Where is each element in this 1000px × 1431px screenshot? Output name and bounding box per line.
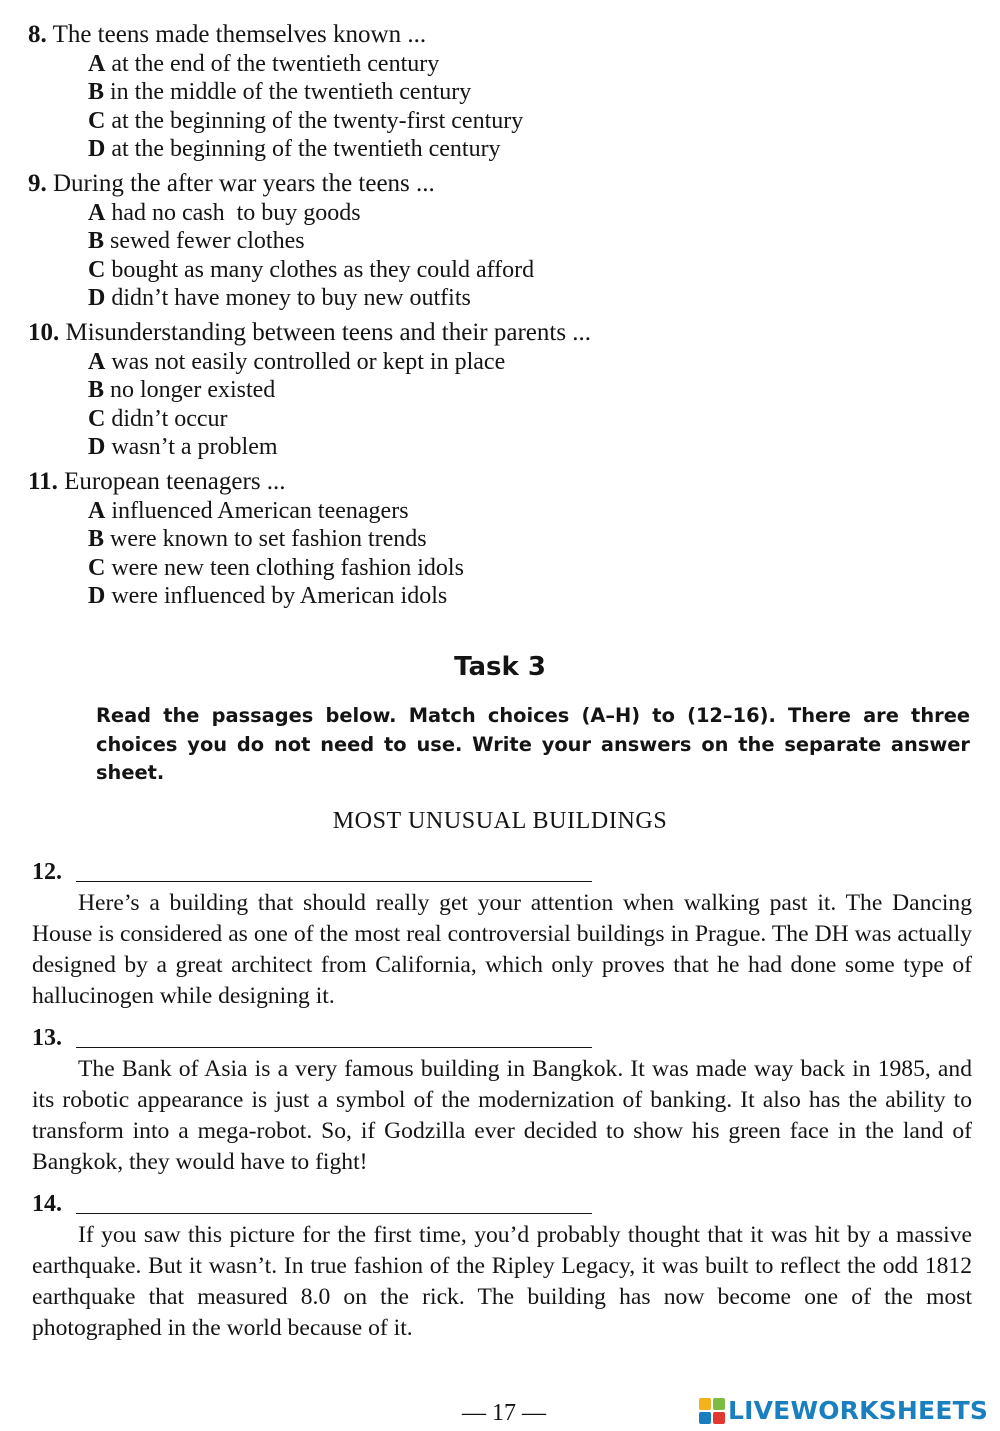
passage-number: 13. [32, 1025, 62, 1051]
passage-text: If you saw this picture for the first time, you’d probably thought that it was hit by a massive earthquake. But it wasn’t. In true fashion of the Ripley Legacy, it was built to reflect the odd 1812 earthquake that measured 8.0 on the rick. The building has now become one of the most photographed in the world because of it. [32, 1222, 972, 1341]
option-d: D didn’t have money to buy new outfits [88, 285, 471, 312]
option-c: C bought as many clothes as they could afford [88, 256, 535, 283]
option-b: B no longer existed [88, 377, 276, 404]
option-b: B in the middle of the twentieth century [88, 79, 472, 106]
option-c: C were new teen clothing fashion idols [88, 554, 464, 581]
option-b: B sewed fewer clothes [88, 228, 305, 255]
question-number: 10. [28, 319, 60, 346]
option-c: C didn’t occur [88, 405, 228, 432]
liveworksheets-logo[interactable] [699, 1394, 988, 1428]
passage-number: 14. [32, 1191, 62, 1217]
page-number: — 17 — [462, 1400, 546, 1426]
option-d: D wasn’t a problem [88, 434, 278, 461]
question-number: 11. [28, 468, 58, 495]
question-stem [28, 20, 968, 50]
option-d: D at the beginning of the twentieth century [88, 136, 501, 163]
passage-header [32, 1022, 972, 1054]
question-text: The teens made themselves known ... [52, 21, 427, 48]
question-stem [28, 318, 968, 348]
option-c: C at the beginning of the twenty-first century [88, 107, 524, 134]
question-stem [28, 169, 968, 199]
option-a: A influenced American teenagers [88, 498, 409, 524]
question-text: European teenagers ... [64, 468, 286, 495]
answer-blank[interactable] [76, 1047, 592, 1048]
question-10 [28, 318, 968, 462]
passage-13 [32, 1022, 972, 1178]
option-d: D were influenced by American idols [88, 583, 448, 610]
option-a: A was not easily controlled or kept in place [88, 349, 506, 375]
task-instructions: Read the passages below. Match choices (A–H) to (12–16). There are three choices you do not need to use. Write your answers on the separate answer sheet. [96, 704, 970, 784]
task-title: Task 3 [454, 652, 546, 682]
passage-14 [32, 1188, 972, 1344]
option-a: A at the end of the twentieth century [88, 51, 440, 77]
answer-blank[interactable] [76, 881, 592, 882]
answer-blank[interactable] [76, 1213, 592, 1214]
passage-header [32, 856, 972, 888]
question-stem [28, 467, 968, 497]
question-text: During the after war years the teens ... [53, 170, 435, 197]
liveworksheets-grid-icon [699, 1398, 725, 1424]
logo-text: LIVEWORKSHEETS [728, 1396, 989, 1425]
question-8 [28, 20, 968, 164]
passage-12 [32, 856, 972, 1012]
passage-text: Here’s a building that should really get your attention when walking past it. The Dancing House is considered as one of the most real controversial buildings in Prague. The DH was actually designed by a great architect from California, which only proves that he had done some type of hallucinogen while designing it. [32, 890, 972, 1009]
passage-number: 12. [32, 859, 62, 885]
passage-header [32, 1188, 972, 1220]
passage-text: The Bank of Asia is a very famous building in Bangkok. It was made way back in 1985, and its robotic appearance is just a symbol of the modernization of banking. It also has the ability to transform into a mega-robot. So, if Godzilla ever decided to show his green face in the land of Bangkok, they would have to fight! [32, 1056, 972, 1175]
question-11 [28, 467, 968, 611]
question-number: 9. [28, 170, 47, 197]
option-b: B were known to set fashion trends [88, 526, 427, 553]
question-number: 8. [28, 21, 47, 48]
section-title: MOST UNUSUAL BUILDINGS [332, 808, 668, 834]
option-a: A had no cash to buy goods [88, 200, 361, 226]
question-text: Misunderstanding between teens and their parents ... [65, 319, 592, 346]
question-9 [28, 169, 968, 313]
